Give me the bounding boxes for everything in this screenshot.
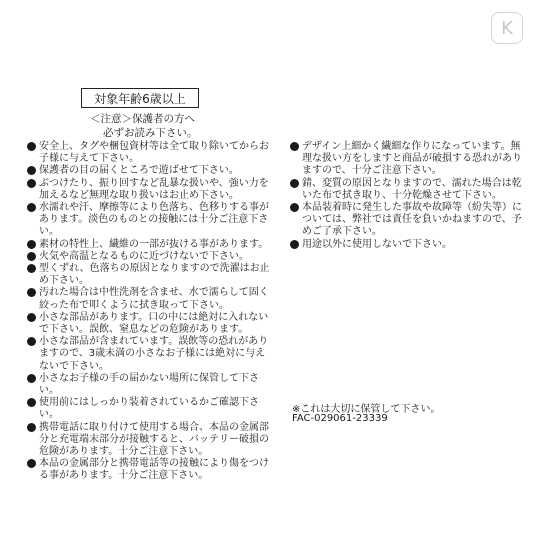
left-caution-list bbox=[27, 141, 272, 483]
caution-text: 水濡れや汗、摩擦等により色落ち、色移りする事があります。淡色のものとの接触には十分ご注意下さい。 bbox=[39, 202, 269, 238]
caution-item bbox=[27, 202, 272, 239]
age-label-box bbox=[81, 88, 199, 108]
caution-item bbox=[27, 239, 272, 251]
caution-text: 小さなお子様の手の届かない場所に保管して下さい。 bbox=[39, 372, 259, 397]
caution-item bbox=[27, 422, 272, 459]
caution-item bbox=[27, 178, 272, 202]
bullet-icon bbox=[27, 313, 36, 322]
caution-text: ぶつけたり、振り回すなど乱暴な扱いや、強い力を加えるなど無理な取り扱いはお止め下さい。 bbox=[39, 177, 269, 201]
bullet-icon bbox=[290, 179, 299, 188]
caution-item bbox=[27, 165, 272, 177]
bullet-icon bbox=[27, 203, 36, 212]
bullet-icon bbox=[27, 337, 36, 346]
bullet-icon bbox=[27, 423, 36, 432]
caution-heading: ＜注意＞保護者の方へ bbox=[90, 113, 195, 125]
caution-text: 使用前にはしっかり装着されているかご確認下さい。 bbox=[39, 397, 259, 421]
logo-letter: K bbox=[501, 17, 513, 39]
caution-item bbox=[27, 263, 272, 287]
caution-item bbox=[290, 141, 524, 178]
caution-item bbox=[27, 141, 272, 165]
bullet-icon bbox=[27, 374, 36, 383]
caution-item bbox=[27, 373, 272, 397]
caution-text: 錆、変質の原因となりますので、濡れた場合は乾いた布で拭き取り、十分乾燥させて下さい。 bbox=[302, 177, 522, 201]
caution-item bbox=[27, 336, 272, 373]
caution-text: 保護者の目の届くところで遊ばせて下さい。 bbox=[39, 165, 239, 177]
caution-item bbox=[290, 239, 524, 251]
bullet-icon bbox=[290, 203, 299, 212]
caution-text: 小さな部品があります。口の中には絶対に入れないで下さい。誤飲、窒息などの危険があります。 bbox=[39, 311, 269, 336]
bullet-icon bbox=[27, 398, 36, 407]
bullet-icon bbox=[27, 142, 36, 151]
bullet-icon bbox=[27, 166, 36, 175]
bullet-icon bbox=[27, 288, 36, 297]
storage-note: ※これは大切に保管して下さい。 bbox=[292, 404, 441, 415]
bullet-icon bbox=[27, 179, 36, 188]
caution-item bbox=[27, 458, 272, 482]
bullet-icon bbox=[290, 240, 299, 249]
caution-text: 用途以外に使用しないで下さい。 bbox=[302, 238, 452, 250]
caution-text: 火気や高温となるものに近づけないで下さい。 bbox=[39, 250, 249, 262]
caution-text: 本品の金属部分と携帯電話等の接触により傷をつける事があります。十分ご注意下さい。 bbox=[39, 458, 269, 482]
caution-text: 携帯電話に取り付けて使用する場合、本品の金属部分と充電端末部分が接触すると、バッテリー破損の危険があります。十分ご注意下さい。 bbox=[39, 421, 269, 458]
caution-item bbox=[290, 202, 524, 239]
caution-item bbox=[27, 312, 272, 336]
bullet-icon bbox=[27, 252, 36, 261]
caution-text: デザイン上細かく繊細な作りになっています。無理な扱い方をしますと商品が破損する恐れがありますので、十分ご注意下さい。 bbox=[302, 141, 522, 177]
caution-item bbox=[27, 397, 272, 421]
k-logo-icon bbox=[491, 12, 523, 44]
bullet-icon bbox=[27, 459, 36, 468]
right-caution-list bbox=[290, 141, 524, 251]
caution-text: 小さな部品が含まれています。誤飲等の恐れがありますので、3歳未満の小さなお子様には絶対に与えないで下さい。 bbox=[39, 336, 269, 372]
bullet-icon bbox=[290, 142, 299, 151]
caution-item bbox=[27, 287, 272, 311]
product-code: FAC-029061-23339 bbox=[292, 413, 388, 424]
caution-text: 型くずれ、色落ちの原因となりますので洗濯はお止め下さい。 bbox=[39, 263, 270, 287]
bullet-icon bbox=[27, 240, 36, 249]
caution-text: 本品装着時に発生した事故や故障等（紛失等）については、弊社では責任を負いかねますので、予めご了承下さい。 bbox=[302, 202, 522, 238]
caution-text: 素材の特性上、繊維の一部が抜ける事があります。 bbox=[39, 238, 269, 250]
caution-item bbox=[290, 178, 524, 202]
bullet-icon bbox=[27, 264, 36, 273]
caution-text: 汚れた場合は中性洗剤を含ませ、水で濡らして固く絞った布で叩くように拭き取って下さい。 bbox=[39, 287, 269, 311]
caution-text: 安全上、タグや梱包資材等は全て取り除いてからお子様に与えて下さい。 bbox=[39, 141, 269, 165]
caution-item bbox=[27, 251, 272, 263]
caution-subheading: 必ずお読み下さい。 bbox=[103, 127, 198, 139]
age-label: 対象年齢6歳以上 bbox=[94, 91, 186, 106]
